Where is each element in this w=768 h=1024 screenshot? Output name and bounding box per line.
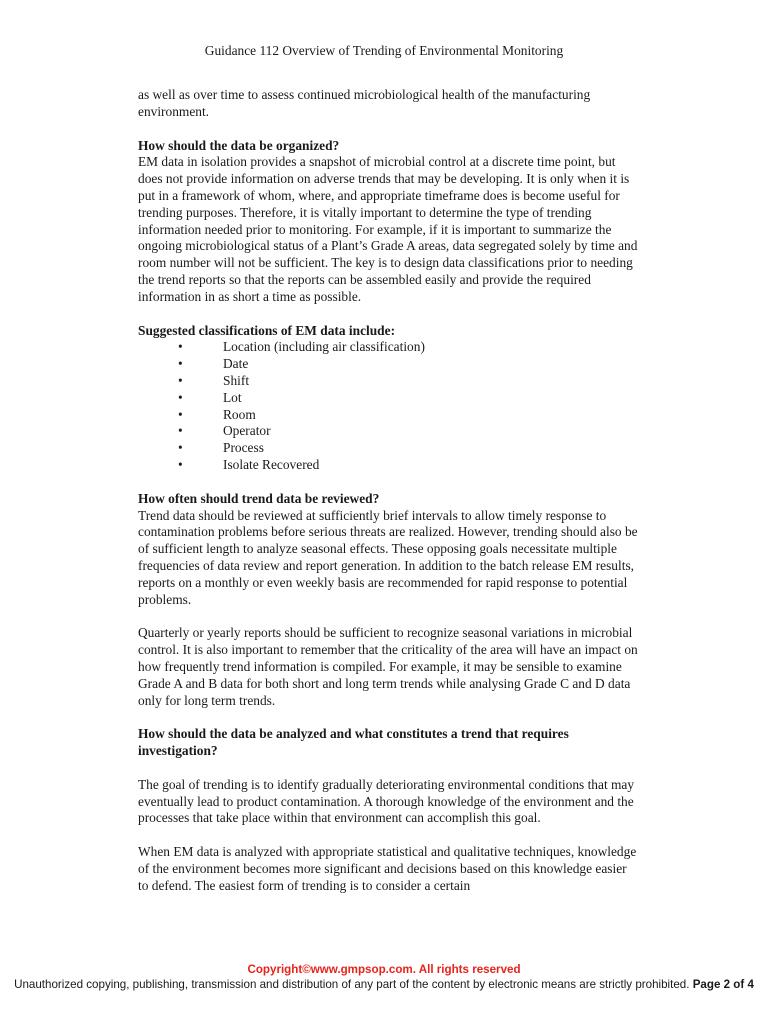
section-body-review-frequency: Trend data should be reviewed at sufficiently brief intervals to allow timely response to contamination problems before serious threats are realized. However, trending should also be of sufficient length to analyze seasonal effects. These opposing goals necessitate multiple frequencies of data review and report generation. In addition to the batch release EM results, reports on a monthly or even weekly basis are recommended for rapid response to potential problems. — [138, 507, 638, 607]
list-item-label: Isolate Recovered — [223, 456, 320, 472]
bullet-icon: • — [178, 389, 183, 405]
list-item — [138, 407, 638, 424]
section-body-data-organized: EM data in isolation provides a snapshot of microbial control at a discrete time point, but does not provide information on adverse trends that may be developing. It is only when it is put in a framework of whom, where, and appropriate timeframe does is become useful for trending purposes. Therefore, it is vitally important to determine the type of trending information needed prior to monitoring. For example, if it is important to summarize the ongoing microbiological status of a Plant’s Grade A areas, data segregated solely by time and room number will not be sufficient. The key is to design data classifications prior to needing the trend reports so that the reports can be assembled easily and provide the required information in as short a time as possible. — [138, 154, 638, 304]
list-item — [138, 356, 638, 373]
bullet-icon: • — [178, 339, 183, 355]
bullet-icon: • — [178, 356, 183, 372]
section-body-analysis: The goal of trending is to identify gradually deteriorating environmental conditions that may eventually lead to product contamination. A thorough knowledge of the environment and the processes that take place within that environment can accomplish this goal. — [138, 776, 635, 826]
bullet-icon: • — [178, 456, 183, 472]
usage-notice — [0, 978, 768, 993]
list-item — [138, 390, 638, 407]
classification-list — [138, 339, 638, 473]
list-item-label: Location (including air classification) — [223, 339, 425, 355]
list-item — [138, 423, 638, 440]
bullet-icon: • — [178, 423, 183, 439]
document-body — [138, 87, 638, 895]
section-body-analysis-2: When EM data is analyzed with appropriate statistical and qualitative techniques, knowledge of the environment becomes more significant and decisions based on this knowledge easier to defend. The easiest form of trending is to consider a certain — [138, 844, 637, 893]
list-item-label: Room — [223, 406, 256, 422]
section-body-review-frequency-2: Quarterly or yearly reports should be sufficient to recognize seasonal variations in microbial control. It is also important to remember that the criticality of the area will have an impact on how frequently trend information is compiled. For example, it may be sensible to examine Grade A and B data for both short and long term trends while analysing Grade C and D data only for long term trends. — [138, 625, 638, 708]
list-item-label: Shift — [223, 372, 250, 388]
intro-paragraph: as well as over time to assess continued microbiological health of the manufacturing environment. — [138, 87, 591, 119]
page-header-title: Guidance 112 Overview of Trending of Environmental Monitoring — [204, 43, 564, 58]
list-item — [138, 339, 638, 356]
page-footer — [0, 963, 768, 992]
section-heading-classifications: Suggested classifications of EM data include: — [138, 322, 396, 338]
list-item-label: Date — [223, 356, 249, 372]
bullet-icon: • — [178, 440, 183, 456]
list-item-label: Lot — [223, 389, 242, 405]
usage-notice-text: Unauthorized copying, publishing, transmission and distribution of any part of the content by electronic means are strictly prohibited. — [14, 977, 690, 991]
list-item-label: Process — [223, 440, 264, 456]
copyright-notice: Copyright©www.gmpsop.com. All rights reserved — [247, 963, 521, 976]
page-number: Page 2 of 4 — [692, 977, 754, 991]
list-item — [138, 440, 638, 457]
list-item-label: Operator — [223, 423, 271, 439]
section-heading-data-organized: How should the data be organized? — [138, 137, 340, 153]
list-item — [138, 457, 638, 474]
bullet-icon: • — [178, 406, 183, 422]
bullet-icon: • — [178, 372, 183, 388]
section-heading-analysis: How should the data be analyzed and what constitutes a trend that requires investigation? — [138, 726, 569, 759]
list-item — [138, 373, 638, 390]
section-heading-review-frequency: How often should trend data be reviewed? — [138, 490, 380, 506]
